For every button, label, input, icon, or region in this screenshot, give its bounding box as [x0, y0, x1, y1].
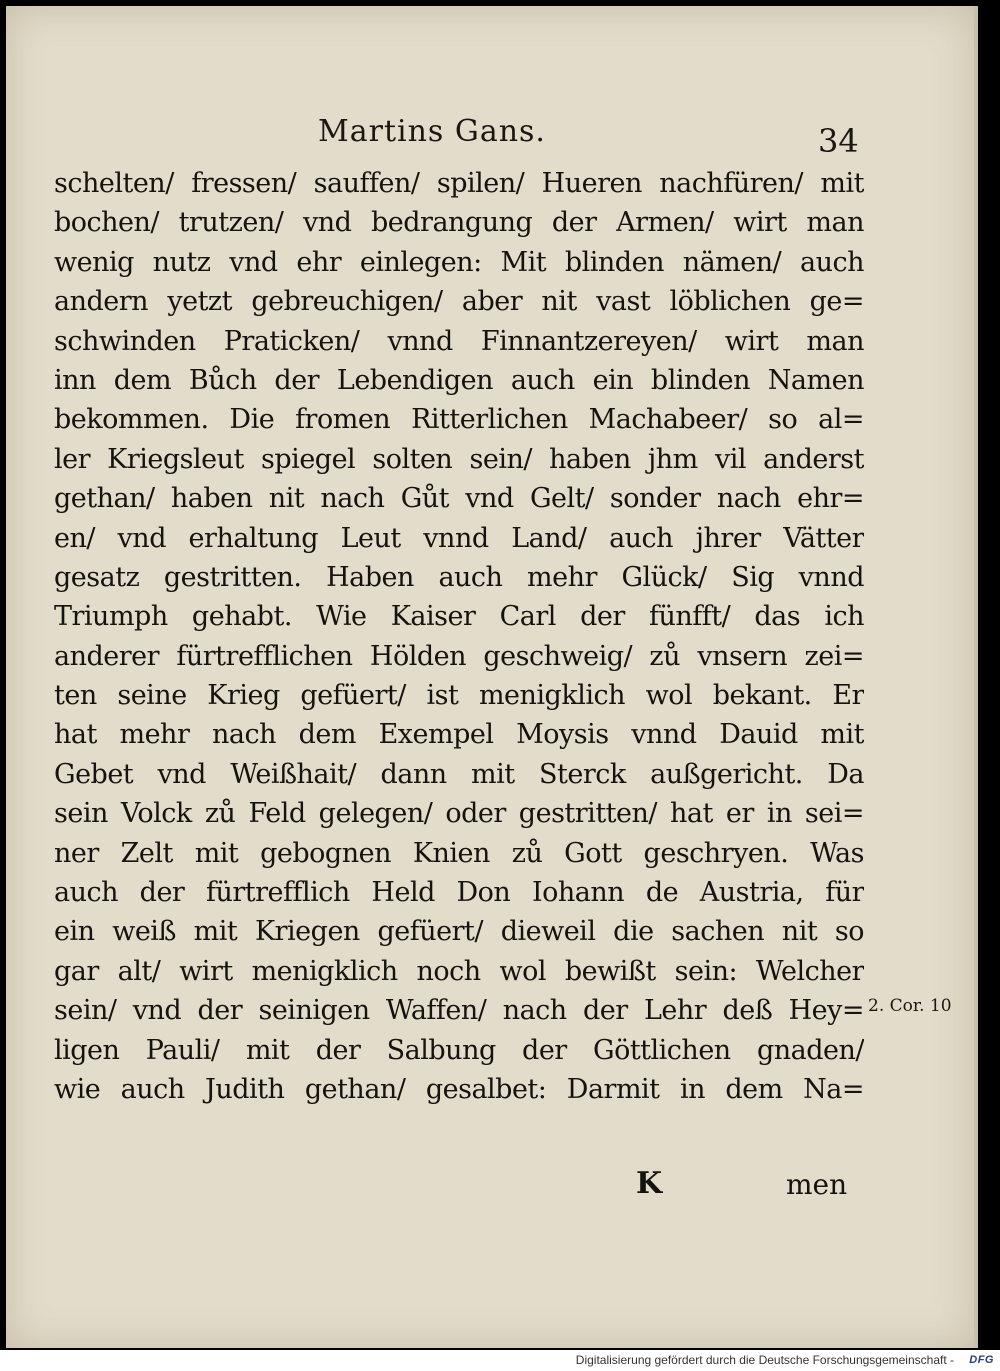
text-line: bekommen. Die fromen Ritterlichen Machabeer/ so al=	[54, 404, 864, 436]
marginal-note: 2. Cor. 10	[868, 996, 952, 1016]
text-line: gesatz gestritten. Haben auch mehr Glück/ Sig vnnd	[54, 561, 864, 593]
text-line: inn dem Bůch der Lebendigen auch ein blinden Namen	[54, 364, 864, 396]
page-edge	[974, 6, 978, 1348]
text-line: hat mehr nach dem Exempel Moysis vnnd Dauid mit	[54, 719, 864, 751]
running-head: Martins Gans.	[318, 114, 546, 149]
page-number: 34	[818, 122, 859, 160]
dfg-logo: DFG	[969, 1354, 994, 1366]
text-line: ein weiß mit Kriegen gefüert/ dieweil die sachen nit so	[54, 916, 864, 948]
book-page	[6, 6, 974, 1348]
text-line: ten seine Krieg gefüert/ ist menigklich wol bekant. Er	[54, 680, 864, 712]
signature-mark: K	[636, 1166, 663, 1201]
text-line: wie auch Judith gethan/ gesalbet: Darmit in dem Na=	[54, 1073, 864, 1105]
text-line: en/ vnd erhaltung Leut vnnd Land/ auch jhrer Vätter	[54, 522, 864, 554]
text-line: sein/ vnd der seinigen Waffen/ nach der Lehr deß Hey=	[54, 995, 864, 1027]
text-line: schelten/ fressen/ sauffen/ spilen/ Hueren nachfüren/ mit	[54, 168, 864, 199]
text-line: sein Volck zů Feld gelegen/ oder gestritten/ hat er in sei=	[54, 798, 864, 830]
text-line: ligen Pauli/ mit der Salbung der Göttlichen gnaden/	[54, 1034, 864, 1066]
catchword: men	[786, 1168, 848, 1201]
footer-bar	[0, 1350, 1000, 1371]
text-line: anderer fürtrefflichen Hölden geschweig/ zů vnsern zei=	[54, 640, 864, 672]
text-line: wenig nutz vnd ehr einlegen: Mit blinden nämen/ auch	[54, 246, 864, 278]
text-line: auch der fürtrefflich Held Don Iohann de Austria, für	[54, 877, 864, 909]
text-line: schwinden Praticken/ vnnd Finnantzereyen/ wirt man	[54, 325, 864, 357]
text-line: ner Zelt mit gebognen Knien zů Gott geschryen. Was	[54, 837, 864, 869]
text-line: bochen/ trutzen/ vnd bedrangung der Armen/ wirt man	[54, 207, 864, 239]
funding-credit: Digitalisierung gefördert durch die Deutsche Forschungsgemeinschaft -	[575, 1353, 954, 1367]
text-line: gethan/ haben nit nach Gůt vnd Gelt/ sonder nach ehr=	[54, 483, 864, 515]
body-text	[54, 164, 864, 1109]
text-line: ler Kriegsleut spiegel solten sein/ haben jhm vil anderst	[54, 443, 864, 475]
text-line: gar alt/ wirt menigklich noch wol bewißt sein: Welcher	[54, 955, 864, 987]
text-line: Gebet vnd Weißhait/ dann mit Sterck außgericht. Da	[54, 758, 864, 790]
text-line: Triumph gehabt. Wie Kaiser Carl der fünfft/ das ich	[54, 601, 864, 633]
text-line: andern yetzt gebreuchigen/ aber nit vast löblichen ge=	[54, 286, 864, 318]
